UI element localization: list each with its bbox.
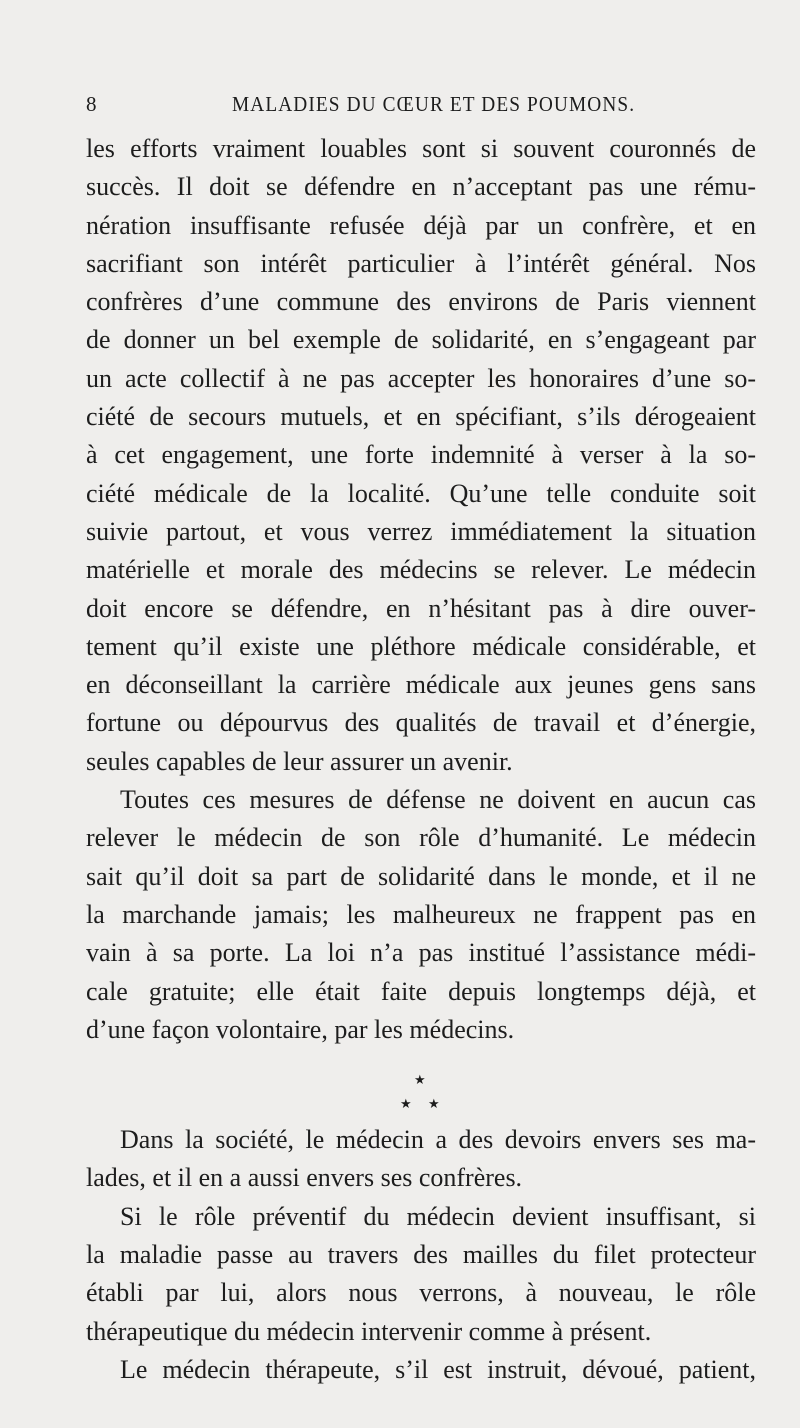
running-title: MALADIES DU CŒUR ET DES POUMONS.: [232, 92, 636, 116]
body-text: [86, 130, 756, 1389]
text-line: Toutes ces mesures de défense ne doivent en aucun cas: [120, 785, 756, 815]
text-line: fortune ou dépourvus des qualités de travail et d’énergie,: [86, 708, 756, 738]
text-line: Si le rôle préventif du médecin devient insuffisant, si: [120, 1201, 756, 1231]
text-line: Dans la société, le médecin a des devoirs envers ses ma-: [120, 1125, 756, 1155]
text-line: matérielle et morale des médecins se relever. Le médecin: [86, 555, 756, 585]
text-line: de donner un bel exemple de solidarité, en s’engageant par: [86, 325, 756, 355]
text-line: sacrifiant son intérêt particulier à l’intérêt général. Nos: [86, 248, 756, 278]
text-line: confrères d’une commune des environs de Paris viennent: [86, 287, 756, 317]
text-line: thérapeutique du médecin intervenir comme à présent.: [86, 1316, 652, 1346]
asterism-star-icon: ★: [400, 1096, 412, 1112]
text-line: les efforts vraiment louables sont si souvent couronnés de: [86, 134, 756, 163]
text-line: succès. Il doit se défendre en n’acceptant pas une rému-: [86, 172, 756, 202]
section-separator: [86, 1049, 756, 1121]
text-line: sait qu’il doit sa part de solidarité dans le monde, et il ne: [86, 861, 756, 891]
text-line: la marchande jamais; les malheureux ne frappent pas en: [86, 899, 756, 929]
text-line: ciété médicale de la localité. Qu’une telle conduite soit: [86, 478, 756, 508]
paragraph-4: [86, 1198, 756, 1351]
page-header: [86, 92, 726, 122]
text-line: Le médecin thérapeute, s’il est instruit, dévoué, patient,: [120, 1354, 756, 1384]
text-line: d’une façon volontaire, par les médecins.: [86, 1014, 515, 1044]
text-line: établi par lui, alors nous verrons, à nouveau, le rôle: [86, 1278, 756, 1308]
text-line: relever le médecin de son rôle d’humanité. Le médecin: [86, 823, 756, 853]
text-line: tement qu’il existe une pléthore médicale considérable, et: [86, 631, 756, 661]
text-line: en déconseillant la carrière médicale aux jeunes gens sans: [86, 670, 756, 700]
text-line: seules capables de leur assurer un avenir.: [86, 746, 513, 776]
page-number: 8: [86, 92, 97, 116]
text-line: vain à sa porte. La loi n’a pas institué l’assistance médi-: [86, 938, 756, 968]
paragraph-2: [86, 781, 756, 1049]
text-line: lades, et il en a aussi envers ses confrères.: [86, 1163, 523, 1193]
paragraph-3: [86, 1121, 756, 1198]
asterism-star-icon: ★: [414, 1072, 426, 1088]
text-line: cale gratuite; elle était faite depuis longtemps déjà, et: [86, 976, 756, 1006]
asterism-star-icon: ★: [428, 1096, 440, 1112]
text-line: nération insuffisante refusée déjà par un confrère, et en: [86, 210, 756, 240]
paragraph-5: [86, 1351, 756, 1389]
text-line: ciété de secours mutuels, et en spécifiant, s’ils dérogeaient: [86, 402, 756, 432]
text-line: à cet engagement, une forte indemnité à verser à la so-: [86, 440, 756, 470]
text-line: doit encore se défendre, en n’hésitant pas à dire ouver-: [86, 593, 756, 623]
text-line: suivie partout, et vous verrez immédiatement la situation: [86, 516, 756, 546]
text-line: la maladie passe au travers des mailles du filet protecteur: [86, 1240, 756, 1270]
text-line: un acte collectif à ne pas accepter les honoraires d’une so-: [86, 363, 756, 393]
paragraph-1: [86, 130, 756, 781]
